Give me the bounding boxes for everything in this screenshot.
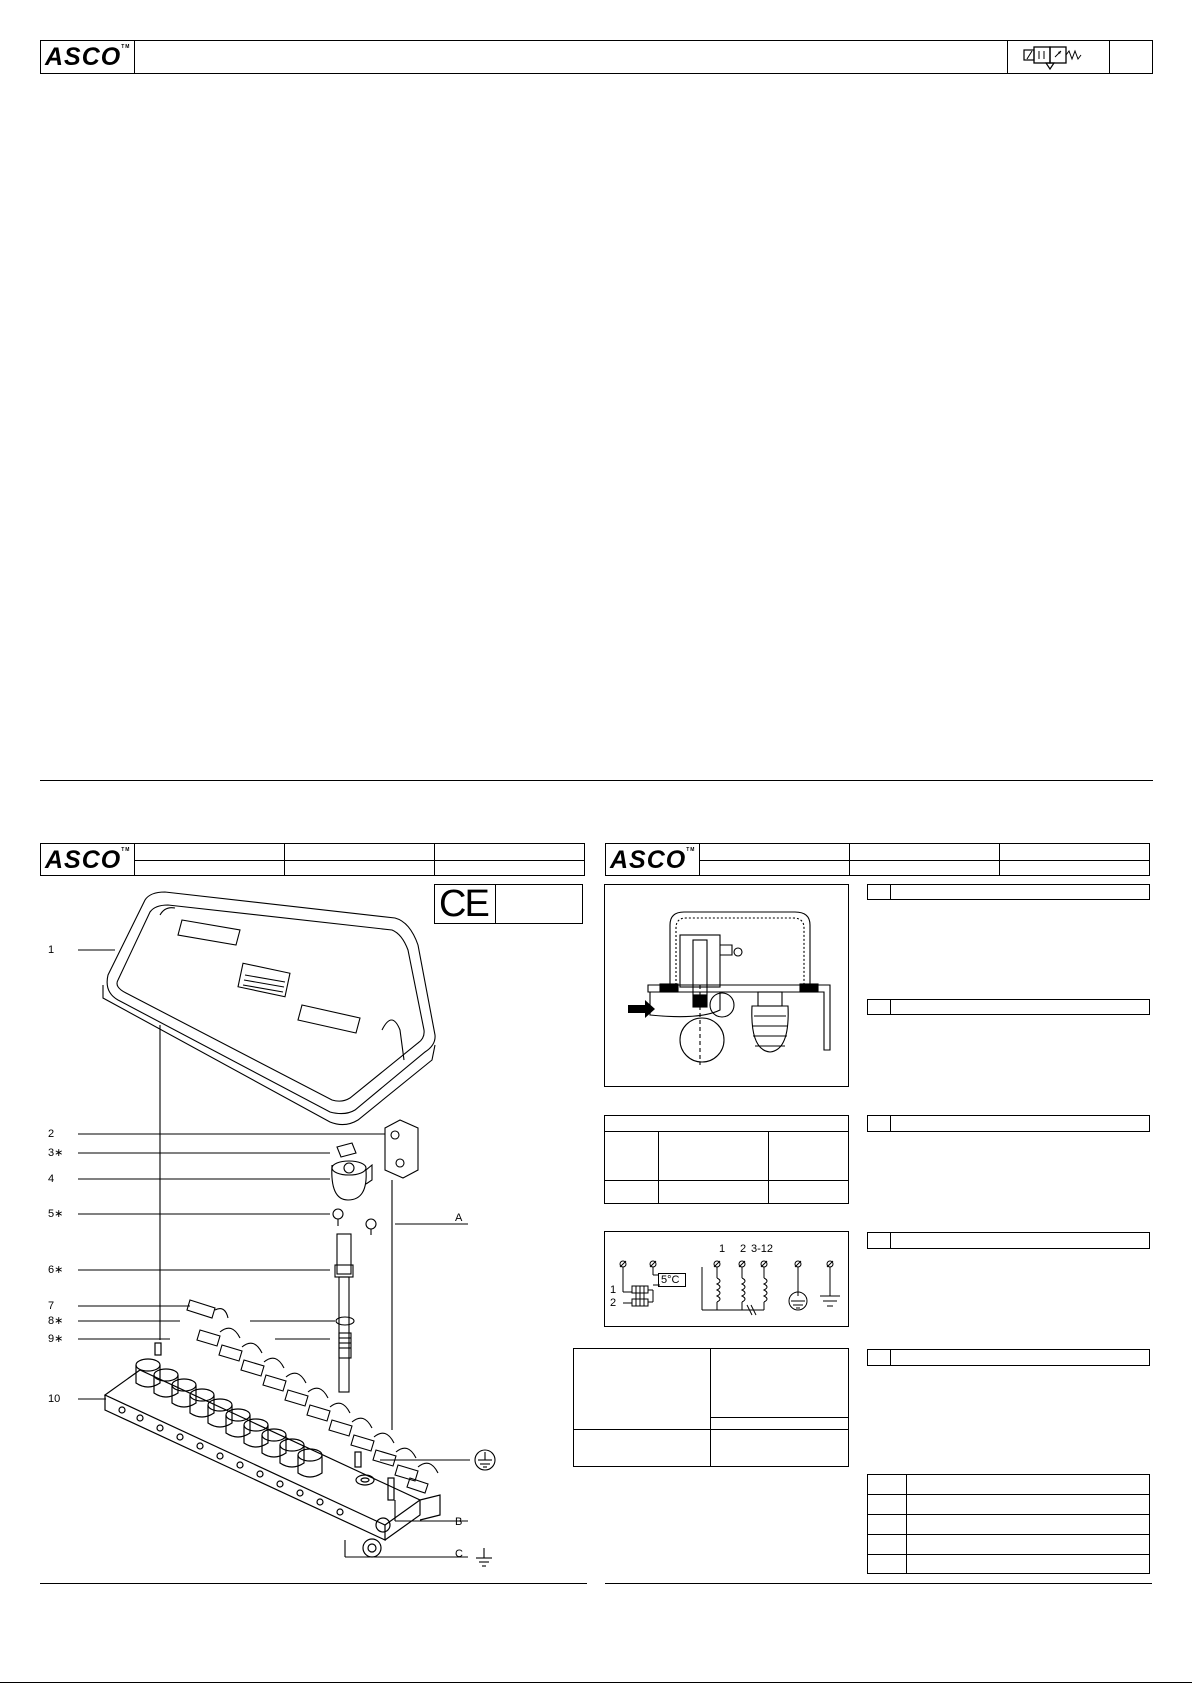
callout-a: A (455, 1212, 463, 1224)
page-bottom-line (0, 1682, 1192, 1683)
part-label-10: 10 (48, 1393, 61, 1405)
thermostat-label: 5°C (658, 1273, 686, 1287)
wiring-label-left-1: 1 (610, 1284, 617, 1296)
wiring-label-left-2: 2 (610, 1297, 617, 1309)
part-label-8: 8∗ (48, 1315, 64, 1327)
callout-c: C (455, 1548, 463, 1560)
parts-list-table (867, 1474, 1150, 1574)
ce-mark: CE (439, 883, 488, 925)
part-label-4: 4 (48, 1173, 55, 1185)
part-label-7: 7 (48, 1300, 55, 1312)
left-logo: ASCO™ (45, 846, 131, 874)
callout-b: B (455, 1516, 463, 1528)
header-brand: ASCO (45, 43, 122, 71)
wiring-label-top-1: 1 (719, 1243, 726, 1255)
part-label-2: 2 (48, 1128, 55, 1140)
wiring-label-top-2: 2 (740, 1243, 747, 1255)
right-footer-line (605, 1583, 1152, 1584)
right-logo: ASCO™ (610, 846, 696, 874)
part-label-9: 9∗ (48, 1333, 64, 1345)
wiring-label-top-3: 3-12 (751, 1243, 774, 1255)
part-label-5: 5∗ (48, 1208, 64, 1220)
part-label-6: 6∗ (48, 1264, 64, 1276)
conditions-table (573, 1348, 849, 1467)
part-label-1: 1 (48, 944, 55, 956)
left-brand: ASCO (45, 846, 122, 874)
part-label-3: 3∗ (48, 1147, 64, 1159)
header-logo: ASCO™ (45, 43, 131, 71)
right-brand: ASCO (610, 846, 687, 874)
